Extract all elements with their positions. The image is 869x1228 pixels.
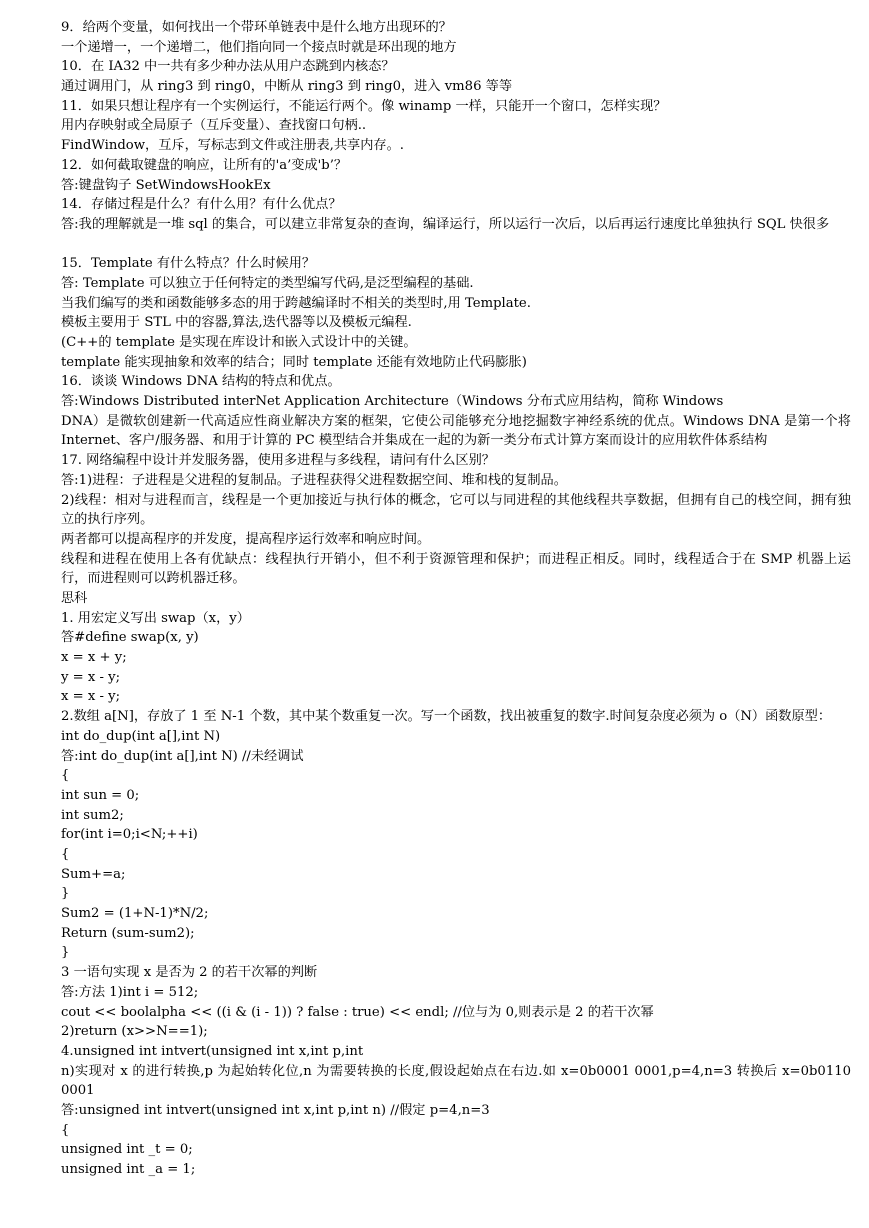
question-10: 10．在 IA32 中一共有多少种办法从用户态跳到内核态？: [61, 59, 395, 75]
answer-15-line-2: 当我们编写的类和函数能够多态的用于跨越编译时不相关的类型时,用 Template.: [61, 295, 531, 311]
answer-15-line-4: (C++的 template 是实现在库设计和嵌入式设计中的关键。: [61, 335, 417, 351]
code-line: int sun = 0;: [61, 787, 140, 803]
code-line: {: [61, 1122, 70, 1138]
code-line: int sum2;: [61, 807, 124, 823]
answer-15-line-3: 模板主要用于 STL 中的容器,算法,迭代器等以及模板元编程.: [61, 315, 412, 331]
code-line: Sum2 = (1+N-1)*N/2;: [61, 906, 209, 922]
code-line: unsigned int _t = 0;: [61, 1142, 193, 1158]
answer-17-thread: 2)线程：相对与进程而言，线程是一个更加接近与执行体的概念，它可以与同进程的其他线程共享数据，但拥有自己的栈空间，拥有独立的执行序列。: [61, 492, 851, 528]
code-line: }: [61, 886, 70, 902]
cisco-question-3: 3 一语句实现 x 是否为 2 的若干次幂的判断: [61, 965, 318, 981]
question-17: 17. 网络编程中设计并发服务器，使用多进程与多线程，请问有什么区别？: [61, 453, 495, 469]
code-line: Return (sum-sum2);: [61, 925, 195, 941]
question-12: 12．如何截取键盘的响应，让所有的'a’变成'b’？: [61, 157, 348, 173]
answer-17-compare: 线程和进程在使用上各有优缺点：线程执行开销小，但不利于资源管理和保护；而进程正相反。同时，线程适合于在 SMP 机器上运行，而进程则可以跨机器迁移。: [61, 551, 851, 587]
question-16: 16．谈谈 Windows DNA 结构的特点和优点。: [61, 374, 341, 390]
code-line: {: [61, 768, 70, 784]
code-line: 答:int do_dup(int a[],int N) //未经调试: [61, 748, 304, 764]
code-line: 答#define swap(x, y): [61, 630, 199, 646]
answer-11-line-2: FindWindow，互斥，写标志到文件或注册表,共享内存。.: [61, 138, 404, 154]
code-line: unsigned int _a = 1;: [61, 1162, 196, 1178]
code-line: 答:unsigned int intvert(unsigned int x,int p,int n) //假定 p=4,n=3: [61, 1102, 490, 1118]
code-line: x = x - y;: [61, 689, 121, 705]
question-11: 11．如果只想让程序有一个实例运行，不能运行两个。像 winamp 一样，只能开一个窗口，怎样实现？: [61, 98, 667, 114]
question-9: 9．给两个变量，如何找出一个带环单链表中是什么地方出现环的？: [61, 20, 452, 35]
code-line: x = x + y;: [61, 650, 127, 666]
question-14: 14．存储过程是什么？有什么用？有什么优点？: [61, 197, 342, 213]
answer-16-line-2: DNA）是微软创建新一代高适应性商业解决方案的框架，它使公司能够充分地挖掘数字神经系统的优点。Windows DNA 是第一个将 Internet、客户/服务器、和用于计算的 PC 模型结合并集成在一起的为新一类分布式计算方案而设计的应用软件体系结构: [61, 413, 851, 449]
cisco-question-2: 2.数组 a[N]，存放了 1 至 N-1 个数，其中某个数重复一次。写一个函数，找出被重复的数字.时间复杂度必须为 o（N）函数原型：: [61, 709, 832, 725]
code-line: 答:方法 1)int i = 512;: [61, 984, 199, 1000]
answer-15-line-1: 答: Template 可以独立于任何特定的类型编写代码,是泛型编程的基础.: [61, 275, 474, 291]
code-line: int do_dup(int a[],int N): [61, 728, 221, 744]
answer-16-line-1: 答:Windows Distributed interNet Application Architecture（Windows 分布式应用结构，简称 Windows: [61, 394, 724, 410]
answer-10: 通过调用门，从 ring3 到 ring0，中断从 ring3 到 ring0，进入 vm86 等等: [61, 79, 513, 95]
cisco-question-4-desc: n)实现对 x 的进行转换,p 为起始转化位,n 为需要转换的长度,假设起始点在右边.如 x=0b0001 0001,p=4,n=3 转换后 x=0b0110 0001: [61, 1063, 851, 1099]
answer-9: 一个递增一，一个递增二，他们指向同一个接点时就是环出现的地方: [61, 39, 457, 55]
answer-17-process: 答:1)进程：子进程是父进程的复制品。子进程获得父进程数据空间、堆和栈的复制品。: [61, 472, 567, 488]
code-line: {: [61, 847, 70, 862]
answer-11-line-1: 用内存映射或全局原子（互斥变量）、查找窗口句柄..: [61, 118, 367, 134]
code-line: 2)return (x>>N==1);: [61, 1024, 208, 1040]
section-heading-cisco: 思科: [61, 591, 88, 607]
code-line: cout << boolalpha << ((i & (i - 1)) ? false : true) << endl; //位与为 0,则表示是 2 的若干次幂: [61, 1004, 654, 1020]
document-page: [61, 18, 851, 1180]
cisco-question-4: 4.unsigned int intvert(unsigned int x,int p,int: [61, 1043, 364, 1059]
answer-15-line-5: template 能实现抽象和效率的结合；同时 template 还能有效地防止代码膨胀): [61, 354, 527, 370]
answer-14: 答:我的理解就是一堆 sql 的集合，可以建立非常复杂的查询，编译运行，所以运行一次后，以后再运行速度比单独执行 SQL 快很多: [61, 216, 830, 232]
answer-17-both: 两者都可以提高程序的并发度，提高程序运行效率和响应时间。: [61, 531, 431, 547]
code-line: Sum+=a;: [61, 866, 126, 882]
code-line: for(int i=0;i<N;++i): [61, 827, 198, 843]
answer-12: 答:键盘钩子 SetWindowsHookEx: [61, 177, 271, 193]
cisco-question-1: 1. 用宏定义写出 swap（x，y）: [61, 610, 250, 626]
code-line: y = x - y;: [61, 669, 121, 685]
question-15: 15．Template 有什么特点？什么时候用？: [61, 256, 316, 272]
code-line: }: [61, 945, 70, 961]
blank-line: [61, 235, 851, 255]
